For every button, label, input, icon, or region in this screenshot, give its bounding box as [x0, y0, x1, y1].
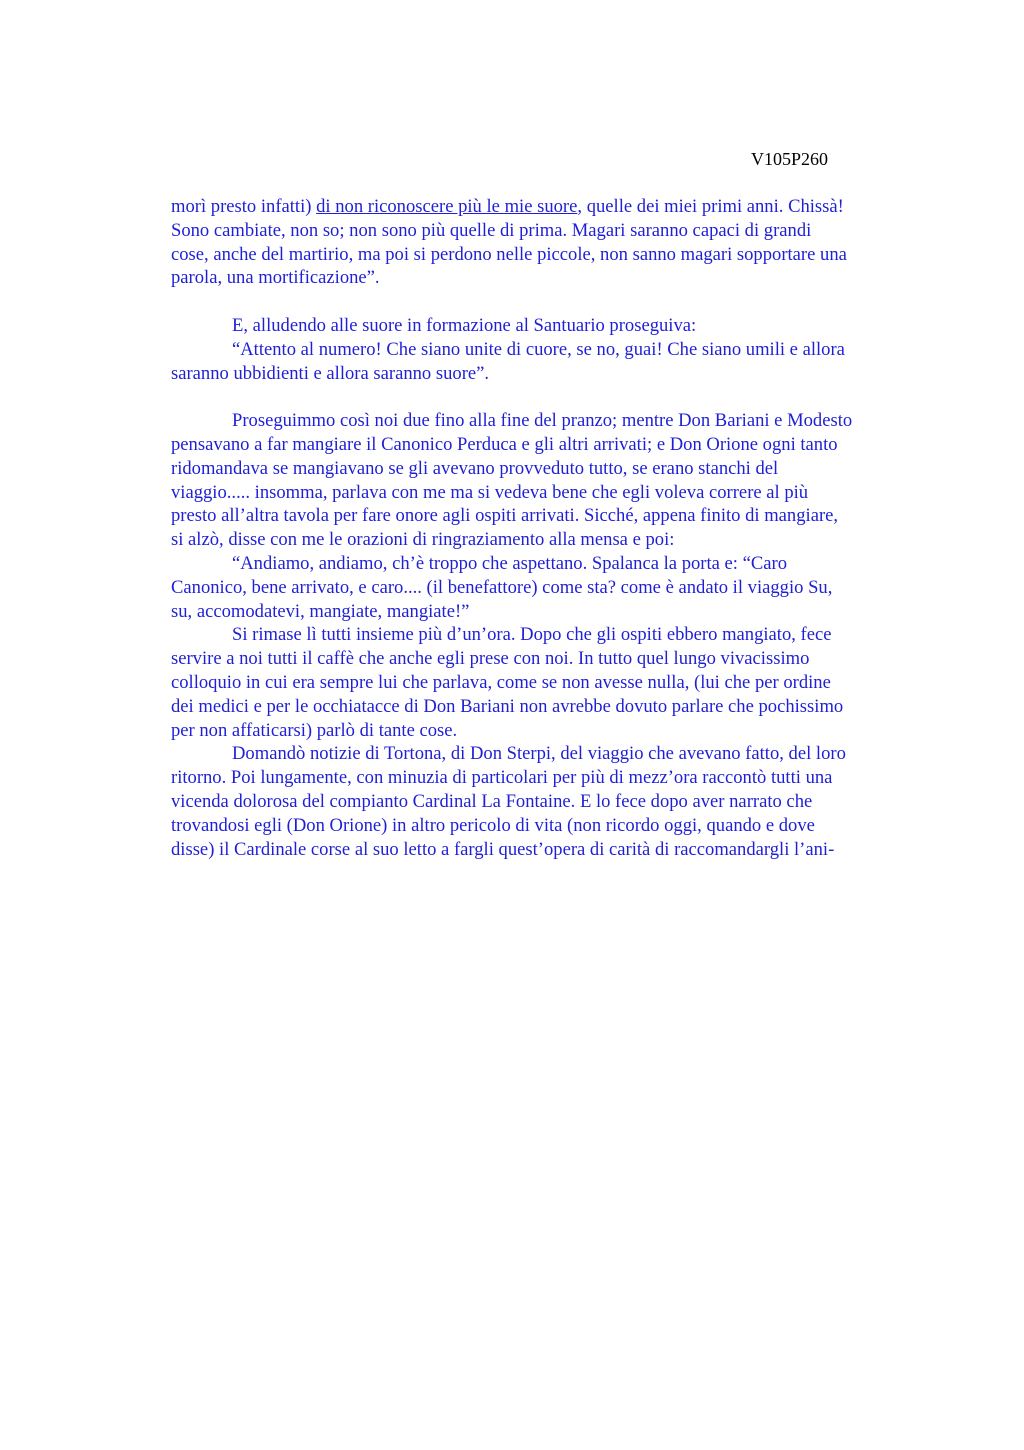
- paragraph-1: [171, 195, 923, 290]
- text-segment: , quelle dei miei primi anni. Chissà!: [577, 196, 844, 217]
- text-line: servire a noi tutti il caffè che anche egli prese con noi. In tutto quel lungo vivacissimo: [171, 648, 810, 670]
- paragraph-7: [171, 742, 923, 861]
- text-line: per non affaticarsi) parlò di tante cose.: [171, 719, 458, 741]
- text-line: viaggio..... insomma, parlava con me ma si vedeva bene che egli voleva correre al più: [171, 481, 809, 503]
- paragraph-2: [171, 314, 923, 338]
- text-line: Canonico, bene arrivato, e caro.... (il benefattore) come sta? come è andato il viaggio Su,: [171, 576, 833, 598]
- text-segment: morì presto infatti): [171, 196, 317, 217]
- text-line: [171, 195, 923, 219]
- document-body: [171, 195, 923, 861]
- text-line: Proseguimmo così noi due fino alla fine del pranzo; mentre Don Bariani e Modesto: [232, 410, 853, 432]
- text-line: “Andiamo, andiamo, ch’è troppo che aspettano. Spalanca la porta e: “Caro: [232, 552, 788, 574]
- text-line: parola, una mortificazione”.: [171, 267, 380, 289]
- text-line: pensavano a far mangiare il Canonico Perduca e gli altri arrivati; e Don Orione ogni tanto: [171, 433, 838, 455]
- page-reference: V105P260: [751, 149, 829, 169]
- paragraph-gap: [171, 290, 923, 314]
- paragraph-6: [171, 623, 923, 742]
- text-line: saranno ubbidienti e allora saranno suore”.: [171, 362, 490, 384]
- text-line: “Attento al numero! Che siano unite di cuore, se no, guai! Che siano umili e allora: [232, 338, 845, 360]
- paragraph-gap: [171, 385, 923, 409]
- text-line: colloquio in cui era sempre lui che parlava, come se non avesse nulla, (lui che per ordine: [171, 671, 831, 693]
- text-line: dei medici e per le occhiatacce di Don Bariani non avrebbe dovuto parlare che pochissimo: [171, 695, 844, 717]
- text-line: E, alludendo alle suore in formazione al Santuario proseguiva:: [232, 314, 697, 336]
- text-line: Sono cambiate, non so; non sono più quelle di prima. Magari saranno capaci di grandi: [171, 219, 812, 241]
- text-line: ritorno. Poi lungamente, con minuzia di particolari per più di mezz’ora raccontò tutti una: [171, 767, 833, 789]
- paragraph-4: [171, 409, 923, 552]
- paragraph-5: [171, 552, 923, 623]
- underlined-phrase: di non riconoscere più le mie suore: [316, 196, 578, 217]
- text-line: Si rimase lì tutti insieme più d’un’ora. Dopo che gli ospiti ebbero mangiato, fece: [232, 624, 832, 646]
- text-line: presto all’altra tavola per fare onore agli ospiti arrivati. Sicché, appena finito di mangiare,: [171, 505, 839, 527]
- text-line: Domandò notizie di Tortona, di Don Sterpi, del viaggio che avevano fatto, del loro: [232, 743, 846, 765]
- text-line: su, accomodatevi, mangiate, mangiate!”: [171, 600, 470, 622]
- text-line: trovandosi egli (Don Orione) in altro pericolo di vita (non ricordo oggi, quando e dove: [171, 814, 815, 836]
- text-line: disse) il Cardinale corse al suo letto a fargli quest’opera di carità di raccomandargli l’ani-: [171, 838, 835, 860]
- text-line: si alzò, disse con me le orazioni di ringraziamento alla mensa e poi:: [171, 529, 675, 551]
- text-line: cose, anche del martirio, ma poi si perdono nelle piccole, non sanno magari sopportare una: [171, 243, 847, 265]
- text-line: vicenda dolorosa del compianto Cardinal La Fontaine. E lo fece dopo aver narrato che: [171, 790, 813, 812]
- text-line: ridomandava se mangiavano se gli avevano provveduto tutto, se erano stanchi del: [171, 457, 779, 479]
- paragraph-3: [171, 338, 923, 386]
